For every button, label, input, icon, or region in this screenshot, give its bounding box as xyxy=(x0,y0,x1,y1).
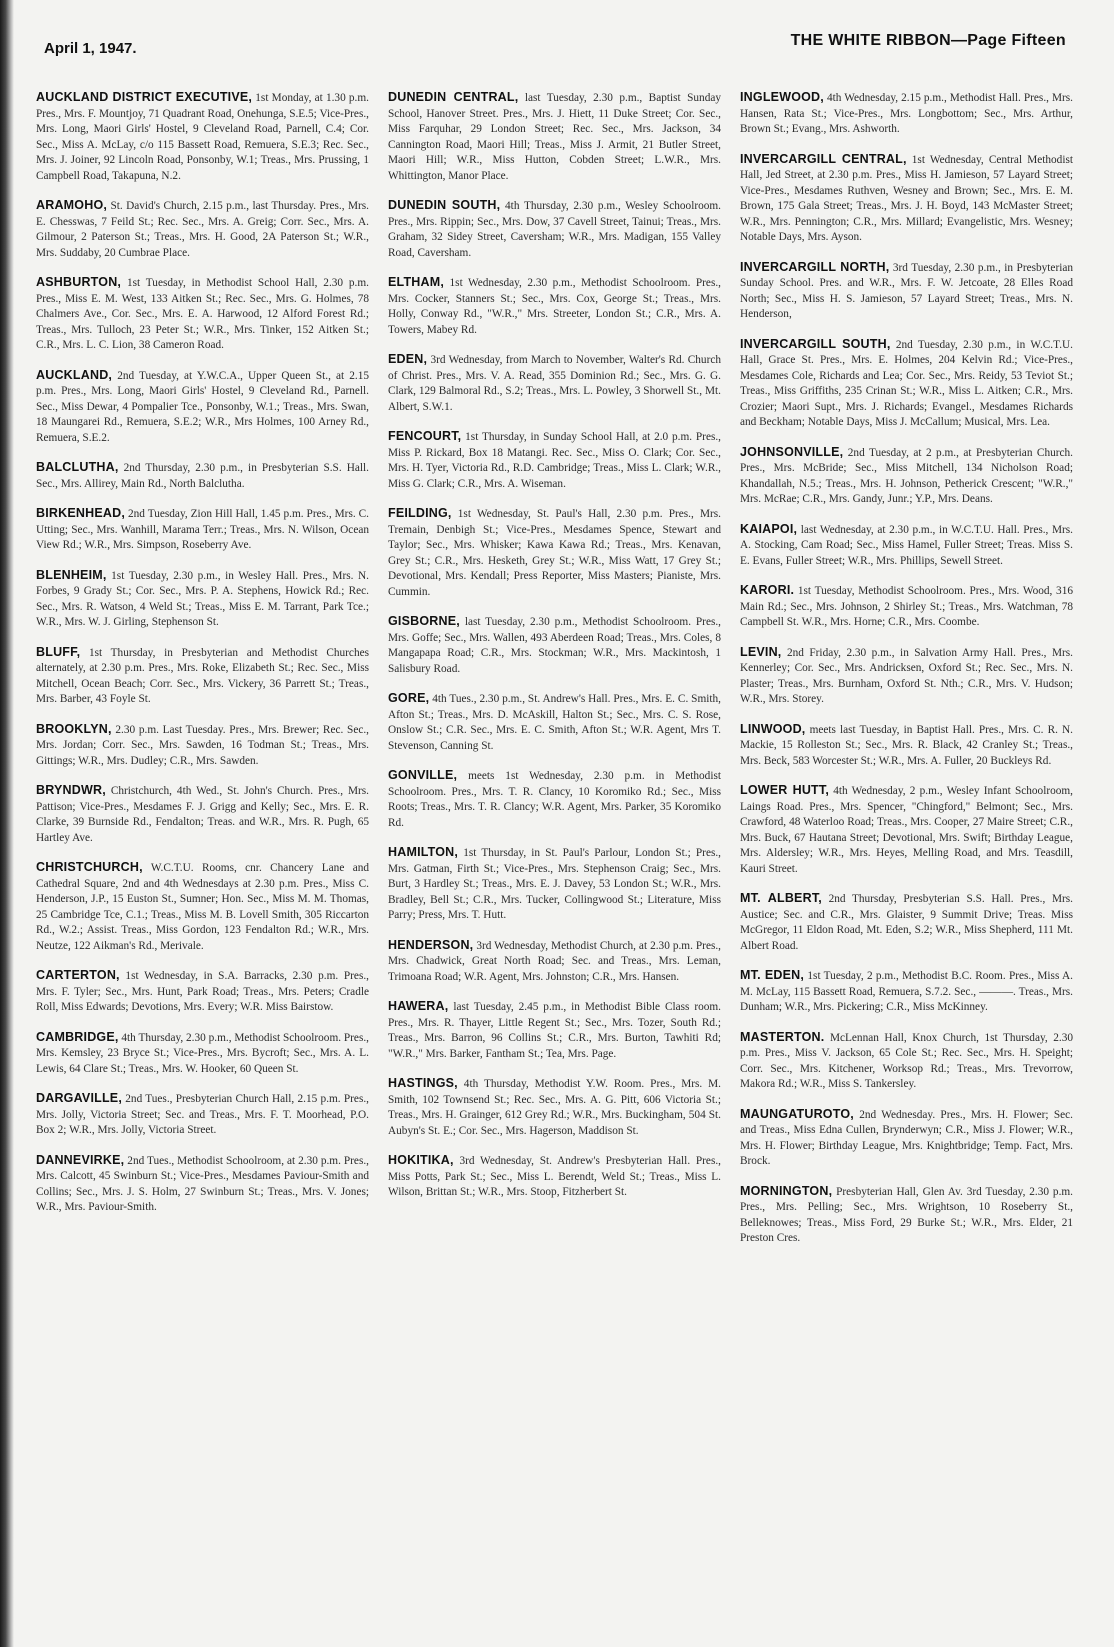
branch-name: FENCOURT, xyxy=(388,429,462,443)
branch-name: KARORI. xyxy=(740,583,795,597)
branch-entry xyxy=(36,860,369,954)
branch-details: 1st Thursday, in Presbyterian and Methodist Churches alternately, at 2.30 p.m. Pres., Mrs. Roke, Elizabeth St.; Rec. Sec., Miss Mitchell, Ocean Beach; Corr. Sec., Mrs. Vickery, 36 Parrett St.; Treas., Mrs. Barber, 43 Foyle St. xyxy=(36,646,370,705)
branch-details: 1st Wednesday, in S.A. Barracks, 2.30 p.m. Pres., Mrs. F. Tyler; Sec., Mrs. Hunt, Park Road; Treas., Mrs. Peters; Cradle Roll, Miss Edwards; Devotions, Mrs. Every; W.R. Miss Bairstow. xyxy=(36,970,369,1013)
branch-entry xyxy=(36,1030,369,1078)
branch-name: AUCKLAND, xyxy=(36,367,113,382)
branch-entry xyxy=(36,368,369,447)
branch-details: 4th Thursday, 2.30 p.m., Wesley Schoolroom. Pres., Mrs. Rippin; Sec., Mrs. Dow, 37 Cavell Street, Tainui; Treas., Mrs. Graham, 32 Sidey Street, Caversham; W.R., Mrs. Madigan, 155 Valley Road, Caversham. xyxy=(388,200,721,259)
column-3 xyxy=(740,90,1073,1261)
branch-details: W.C.T.U. Rooms, cnr. Chancery Lane and Cathedral Square, 2nd and 4th Wednesdays at 2.30 p.m. Pres., Miss C. Henderson, J.P., 15 Euston St., Sumner; Hon. Sec., Miss M. M. Thomas, 25 Cambridge Tce, C.1.; Treas., Miss M. B. Lovell Smith, 305 Riccarton Rd., W.2.; Assist. Treas., Miss Gordon, 123 Fendalton Rd.; W.R., Mrs. Neutze, 122 Aikman's Rd., Merivale. xyxy=(36,862,370,952)
branch-name: KAIAPOI, xyxy=(740,521,798,536)
branch-name: LEVIN, xyxy=(740,644,782,659)
branch-entry xyxy=(36,722,369,770)
branch-entry xyxy=(36,198,369,261)
branch-entry xyxy=(740,522,1073,570)
branch-details: 2nd Tuesday, Zion Hill Hall, 1.45 p.m. Pres., Mrs. C. Utting; Sec., Mrs. Wanhill, Marama Terr.; Treas., Mrs. N. Wilson, Ocean View Rd.; W.R., Mrs. Simpson, Roseberry Ave. xyxy=(36,508,370,551)
branch-name: INGLEWOOD, xyxy=(740,90,824,104)
branch-details: 2nd Tuesday, 2.30 p.m., in W.C.T.U. Hall, Grace St. Pres., Mrs. E. Holmes, 204 Kelvin Rd.; Vice-Pres., Mesdames Cole, Richards and Lea; Cor. Sec., Mrs. Reidy, 53 Teviot St.; Treas., Miss Griffiths, 235 Crinan St.; W.R., Miss L. Aitken; C.R., Mrs. Crozier; Maori Supt., Mrs. J. Richards; Evangel., Mesdames Richards and Beckham; Notable Days, Miss J. McCallum; Musical, Mrs. Lea. xyxy=(740,338,1074,428)
branch-name: FEILDING, xyxy=(388,506,452,520)
branch-entry xyxy=(36,460,369,492)
branch-name: BALCLUTHA, xyxy=(36,460,119,474)
branch-details: 1st Wednesday, 2.30 p.m., Methodist Schoolroom. Pres., Mrs. Cocker, Stanners St.; Sec., Mrs. Cox, George St.; Treas., Mrs. Holly, Conway Rd., "W.R.," Mrs. Streeter, London St.; C.R., Mrs. A. Towers, Mabey Rd. xyxy=(388,277,721,336)
branch-details: 2nd Wednesday. Pres., Mrs. H. Flower; Sec. and Treas., Miss Edna Cullen, Brynderwyn; C.R., Miss J. Flower; W.R., Mrs. H. Flower; Birthday League, Mrs. Knightbridge; Temp. Fact, Mrs. Brock. xyxy=(740,1108,1073,1167)
branch-entry xyxy=(36,968,369,1016)
branch-name: INVERCARGILL SOUTH, xyxy=(740,336,891,351)
branch-name: ARAMOHO, xyxy=(36,198,108,212)
branch-entry xyxy=(388,352,721,415)
branch-details: 4th Wednesday, 2.15 p.m., Methodist Hall. Pres., Mrs. Hansen, Rata St.; Vice-Pres., Mrs. Longbottom; Sec., Mrs. Arthur, Brown St.; Evang., Mrs. Ashworth. xyxy=(740,92,1074,135)
branch-name: JOHNSONVILLE, xyxy=(740,444,844,459)
branch-name: GORE, xyxy=(388,691,430,705)
branch-details: 1st Wednesday, Central Methodist Hall, Jed Street, at 2.30 p.m. Pres., Miss H. Jamieson, 57 Layard Street; Vice-Pres., Mesdames Ruthven, Wesney and Brown; Sec., Mrs. E. M. Brown, 175 Gala Street; Treas., Mrs. J. H. Boyd, 143 McMaster Street; W.R., Mrs. Pennington; C.R., Mrs. Millard; Evangelistic, Mrs. Wesney; Notable Days, Mrs. Ayson. xyxy=(740,153,1074,243)
branch-name: HAMILTON, xyxy=(388,845,459,859)
branch-details: 1st Tuesday, in Methodist School Hall, 2.30 p.m. Pres., Miss E. M. West, 133 Aitken St.; Rec. Sec., Mrs. G. Holmes, 78 Chalmers Ave., Cor. Sec., Mrs. E. A. Harwood, 12 Alford Forest Rd.; Treas., Mrs. Tulloch, 23 Peter St.; W.R., Mrs. Tinker, 152 Aitken St.; C.R., Mrs. L. C. Lion, 38 Cameron Road. xyxy=(36,277,369,351)
branch-details: 1st Tuesday, 2 p.m., Methodist B.C. Room. Pres., Miss A. M. McLay, 115 Bassett Road, Remuera, S.7.2. Sec., ———. Treas., Mrs. Dunham; W.R., Mrs. Pickering; C.R., Miss McKinney. xyxy=(740,970,1073,1013)
branch-name: MAUNGATUROTO, xyxy=(740,1106,854,1121)
branch-name: BLUFF, xyxy=(36,644,81,659)
branch-details: 2nd Friday, 2.30 p.m., in Salvation Army Hall. Pres., Mrs. Kennerley; Cor. Sec., Mrs. Andricksen, Oxford St.; Rec. Sec., Mrs. N. Plaster; Treas., Mrs. Burnham, Oxford St. Nth.; C.R., Mrs. V. Hudson; W.R., Mrs. Storey. xyxy=(740,646,1073,705)
branch-name: MASTERTON. xyxy=(740,1029,825,1044)
branch-name: CHRISTCHURCH, xyxy=(36,860,143,874)
branch-entry xyxy=(740,152,1073,246)
running-title: THE WHITE RIBBON—Page Fifteen xyxy=(790,32,1066,49)
branch-details: 2nd Tues., Methodist Schoolroom, at 2.30 p.m. Pres., Mrs. Calcott, 45 Swinburn St.; Vice-Pres., Mesdames Paviour-Smith and Collins; Sec., Mrs. J. S. Holm, 27 Swinburn St.; Treas., Mrs. V. Jones; W.R., Mrs. Paviour-Smith. xyxy=(36,1154,369,1213)
branch-name: ASHBURTON, xyxy=(36,275,122,289)
branch-entry xyxy=(740,1107,1073,1170)
branch-entry xyxy=(740,783,1073,877)
branch-entry xyxy=(388,429,721,492)
branch-entry xyxy=(740,968,1073,1016)
branch-name: BLENHEIM, xyxy=(36,567,107,582)
branch-name: HENDERSON, xyxy=(388,937,474,952)
branch-details: Christchurch, 4th Wed., St. John's Church. Pres., Mrs. Pattison; Vice-Pres., Mesdames F. J. Grigg and Kelly; Sec., Mrs. E. R. Clarke, 39 Burnside Rd., Fendalton; Treas. and W.R., Mrs. R. Pugh, 65 Hartley Ave. xyxy=(36,785,370,844)
branch-details: 2nd Tues., Presbyterian Church Hall, 2.15 p.m. Pres., Mrs. Jolly, Victoria Street; Sec. and Treas., Mrs. F. T. Moorhead, P.O. Box 2; W.R., Mrs. Jolly, Victoria Street. xyxy=(36,1093,369,1136)
column-2 xyxy=(388,90,721,1215)
branch-details: 4th Tues., 2.30 p.m., St. Andrew's Hall. Pres., Mrs. E. C. Smith, Afton St.; Treas., Mrs. D. McAskill, Halton St.; Sec., Mrs. C. S. Rose, Onslow St.; C.R. Sec., Mrs. E. C. Smith, Afton St.; W.R. Agent, Mrs T. Stevenson, Canning St. xyxy=(388,693,721,752)
branch-details: 4th Thursday, 2.30 p.m., Methodist Schoolroom. Pres., Mrs. Kemsley, 23 Bryce St.; Vice-Pres., Mrs. Bycroft; Sec., Mrs. A. L. Lewis, 64 Clare St.; Treas., Mrs. W. Hooker, 60 Queen St. xyxy=(36,1031,369,1075)
branch-details: 4th Wednesday, 2 p.m., Wesley Infant Schoolroom, Laings Road. Pres., Mrs. Spencer, "Chingford," Belmont; Sec., Mrs. Crawford, 48 Waterloo Road; Treas., Mrs. Cooper, 27 Maire Street; C.R., Mrs. Buck, 67 Hautana Street; Devotional, Mrs. Swift; Birthday League, Mrs. Aldersley; W.R., Mrs. Heyes, Melling Road, and Mrs. Teasdill, Kauri Street. xyxy=(740,785,1074,875)
branch-entry xyxy=(740,722,1073,770)
branch-entry xyxy=(36,568,369,631)
branch-entry xyxy=(388,938,721,986)
branch-entry xyxy=(388,768,721,831)
branch-details: last Tuesday, 2.45 p.m., in Methodist Bible Class room. Pres., Mrs. R. Thayer, Little Regent St.; Sec., Mrs. Tozer, South Rd.; Treas., Mrs. Barron, 96 Collins St.; C.R., Mrs. Burton, Tawhiti Rd; "W.R.," Mrs. Barker, Fantham St.; Tea, Mrs. Page. xyxy=(388,1001,722,1060)
branch-details: McLennan Hall, Knox Church, 1st Thursday, 2.30 p.m. Pres., Miss V. Jackson, 65 Cole St.; Rec. Sec., Mrs. H. Speight; Corr. Sec., Mrs. Kitchener, Worksop Rd.; Treas., Mrs. Trevorrow, Makora Rd.; W.R., Miss S. Tankersley. xyxy=(740,1031,1074,1090)
branch-name: GONVILLE, xyxy=(388,768,458,782)
branch-details: last Tuesday, 2.30 p.m., Methodist Schoolroom. Pres., Mrs. Goffe; Sec., Mrs. Wallen, 493 Aberdeen Road; Treas., Mrs. Coles, 8 Mangapapa Road; C.R., Mrs. Stockman; W.R., Mrs. Mackintosh, 1 Salisbury Road. xyxy=(388,616,722,675)
branch-name: INVERCARGILL CENTRAL, xyxy=(740,151,907,166)
branch-name: DANNEVIRKE, xyxy=(36,1152,125,1167)
branch-entry xyxy=(388,614,721,677)
branch-entry xyxy=(388,999,721,1062)
branch-entry xyxy=(36,1091,369,1139)
branch-name: DUNEDIN CENTRAL, xyxy=(388,90,519,104)
branch-entry xyxy=(36,506,369,554)
branch-entry xyxy=(388,275,721,338)
branch-name: CAMBRIDGE, xyxy=(36,1029,119,1044)
branch-entry xyxy=(740,1184,1073,1247)
branch-entry xyxy=(388,1076,721,1139)
branch-name: MT. ALBERT, xyxy=(740,891,822,905)
branch-name: MT. EDEN, xyxy=(740,968,805,982)
binding-shadow xyxy=(0,0,14,1647)
branch-name: GISBORNE, xyxy=(388,614,460,628)
branch-entry xyxy=(388,198,721,261)
branch-name: ELTHAM, xyxy=(388,275,445,289)
branch-entry xyxy=(740,583,1073,631)
branch-details: 2.30 p.m. Last Tuesday. Pres., Mrs. Brewer; Rec. Sec., Mrs. Jordan; Corr. Sec., Mrs. Sawden, 16 Todman St.; Treas., Mrs. Gittings; W.R., Mrs. Dudley; C.R., Mrs. Sawden. xyxy=(36,723,369,767)
branch-details: 2nd Thursday, 2.30 p.m., in Presbyterian S.S. Hall. Sec., Mrs. Allirey, Main Rd., North Balclutha. xyxy=(36,462,369,490)
branch-name: HOKITIKA, xyxy=(388,1153,454,1167)
branch-details: 1st Wednesday, St. Paul's Hall, 2.30 p.m. Pres., Mrs. Tremain, Denbigh St.; Vice-Pres., Mesdames Spence, Stewart and Taylor; Sec., Mrs. Whisker; Kawa Kawa Rd.; Treas., Mrs. Kenavan, Grey St.; C.R., Mrs. Hesketh, Grey St.; W.R., Miss Watt, 17 Grey St.; Devotional, Mrs. Kendall; Press Reporter, Miss Masters; Pianiste, Mrs. Cummin. xyxy=(388,508,721,598)
branch-name: INVERCARGILL NORTH, xyxy=(740,259,890,274)
branch-details: 1st Tuesday, Methodist Schoolroom. Pres., Mrs. Wood, 316 Main Rd.; Sec., Mrs. Johnson, 2 Shirley St.; Treas., Mrs. Watchman, 78 Campbell St. W.R., Mrs. Horne; C.R., Mrs. Coombe. xyxy=(740,585,1073,628)
branch-details: 3rd Wednesday, Methodist Church, at 2.30 p.m. Pres., Mrs. Chadwick, Great North Road; Sec. and Treas., Mrs. Leman, Trimoana Road; W.R. Agent, Mrs. Johnston; C.R., Mrs. Hansen. xyxy=(388,939,722,983)
branch-entry xyxy=(388,691,721,754)
branch-details: 2nd Tuesday, at Y.W.C.A., Upper Queen St., at 2.15 p.m. Pres., Mrs. Long, Maori Girls' Hostel, 9 Cleveland Rd., Parnell. Sec., Miss Dewar, 4 Pompalier Tce., Ponsonby, W.1.; Treas., Mrs. Swan, 18 Maungarei Rd., Remuera, S.E.2; W.R., Mrs Holmes, 100 Arney Rd., Remuera, S.E.2. xyxy=(36,369,369,444)
branch-name: BRYNDWR, xyxy=(36,783,106,797)
branch-details: 3rd Tuesday, 2.30 p.m., in Presbyterian Sunday School. Pres. and W.R., Mrs. F. W. Jetcoate, 28 Elles Road North; Sec., Miss H. S. Jamieson, 57 Layard Street; Treas., Mrs. N. Henderson, xyxy=(740,261,1074,320)
branch-entry xyxy=(36,783,369,846)
branch-name: MORNINGTON, xyxy=(740,1183,833,1198)
branch-name: HAWERA, xyxy=(388,999,449,1013)
branch-details: 1st Tuesday, 2.30 p.m., in Wesley Hall. Pres., Mrs. N. Forbes, 9 Grady St.; Cor. Sec., Mrs. P. A. Stephens, Howick Rd.; Rec. Sec., Mrs. R. Watson, 4 Weld St.; Treas., Miss E. M. Tarrant, Park Tce.; W.R., Mrs. W. J. Girling, Stephenson St. xyxy=(36,569,369,628)
branch-entry xyxy=(388,1153,721,1201)
branch-entry xyxy=(36,1153,369,1216)
branch-entry xyxy=(388,90,721,184)
branch-details: last Tuesday, 2.30 p.m., Baptist Sunday School, Hanover Street. Pres., Mrs. J. Hiett, 11 Duke Street; Cor. Sec., Miss Farquhar, 29 London Street; Rec. Sec., Mrs. Jackson, 34 Cannington Road, Maori Hill; Treas., Miss J. Armit, 21 Butler Street, Maori Hill; W.R., Miss Hutton, Cobden Street; L.W.R., Mrs. Whittington, Manor Place. xyxy=(388,92,722,182)
branch-details: 1st Thursday, in Sunday School Hall, at 2.0 p.m. Pres., Miss P. Rickard, Box 18 Matangi. Rec. Sec., Miss O. Clark; Cor. Sec., Mrs. H. Tyer, Victoria Rd., R.D. Cambridge; Treas., Miss L. Clark; W.R., Miss G. Clark; C.R., Mrs. A. Wiseman. xyxy=(388,431,722,490)
branch-name: EDEN, xyxy=(388,352,428,366)
branch-entry xyxy=(388,506,721,600)
branch-name: AUCKLAND DISTRICT EXECUTIVE, xyxy=(36,90,253,104)
branch-entry xyxy=(36,645,369,708)
branch-details: 4th Thursday, Methodist Y.W. Room. Pres., Mrs. M. Smith, 102 Townsend St.; Rec. Sec., Mrs. A. G. Pitt, 606 Victoria St.; Treas., Mrs. H. Grainger, 612 Grey Rd.; W.R., Mrs. Buckingham, 504 St. Aubyn's St. E.; Cor. Sec., Mrs. Hagerson, Maddison St. xyxy=(388,1078,721,1137)
branch-details: 3rd Wednesday, St. Andrew's Presbyterian Hall. Pres., Miss Potts, Park St.; Sec., Miss L. Berendt, Weld St.; Treas., Miss L. Wilson, Brittan St.; W.R., Mrs. Stoop, Fitzherbert St. xyxy=(388,1155,721,1198)
branch-details: last Wednesday, at 2.30 p.m., in W.C.T.U. Hall. Pres., Mrs. A. Stocking, Cam Road; Sec., Miss Hamel, Fuller Street; Treas. Miss S. E. Evans, Fuller Street; W.R., Mrs. Phillips, Sewell Street. xyxy=(740,523,1074,567)
branch-name: CARTERTON, xyxy=(36,968,120,982)
branch-entry xyxy=(740,891,1073,954)
branch-name: DUNEDIN SOUTH, xyxy=(388,198,501,212)
branch-entry xyxy=(740,645,1073,708)
page-header xyxy=(44,30,1066,58)
branch-entry xyxy=(388,845,721,924)
branch-name: BROOKLYN, xyxy=(36,721,112,736)
branch-entry xyxy=(740,337,1073,431)
branch-details: meets 1st Wednesday, 2.30 p.m. in Methodist Schoolroom. Pres., Mrs. T. R. Clancy, 10 Koromiko Rd.; Sec., Miss Roots; Treas., Mrs. T. R. Clancy; W.R. Agent, Mrs. Parker, 35 Koromiko Rd. xyxy=(388,770,721,829)
branch-details: 2nd Thursday, Presbyterian S.S. Hall. Pres., Mrs. Austice; Sec. and C.R., Mrs. Glaister, 9 Summit Drive; Treas. Miss McGregor, 11 Eldon Road, Mt. Eden, S.2; W.R., Miss Shepherd, 111 Mt. Albert Road. xyxy=(740,893,1073,952)
branch-details: Presbyterian Hall, Glen Av. 3rd Tuesday, 2.30 p.m. Pres., Mrs. Pelling; Sec., Mrs. Wrightson, 10 Roseberry St., Belleknowes; Treas., Miss Ford, 29 Burke St.; W.R., Mrs. Elder, 21 Preston Cres. xyxy=(740,1185,1074,1244)
branch-details: St. David's Church, 2.15 p.m., last Thursday. Pres., Mrs. E. Chesswas, 7 Feild St.; Rec. Sec., Mrs. A. Greig; Corr. Sec., Mrs. A. Gilmour, 2 Paterson St.; Treas., Mrs. H. Good, 2A Paterson St.; W.R., Mrs. Suddaby, 20 Cumbrae Place. xyxy=(36,200,370,259)
branch-name: HASTINGS, xyxy=(388,1076,458,1090)
branch-entry xyxy=(740,445,1073,508)
branch-name: DARGAVILLE, xyxy=(36,1091,122,1105)
branch-name: LOWER HUTT, xyxy=(740,783,830,797)
branch-entry xyxy=(36,90,369,184)
branch-details: 1st Monday, at 1.30 p.m. Pres., Mrs. F. Mountjoy, 71 Quadrant Road, Onehunga, S.E.5; Vice-Pres., Mrs. Long, Maori Girls' Hostel, 9 Cleveland Road, Parnell, C.4; Cor. Sec., Miss A. McLay, c/o 115 Bassett Road, Remuera, S.E.3; Rec. Sec., Mrs. J. Joiner, 92 Lincoln Road, Ponsonby, W.1; Treas., Mrs. Prussing, 1 Campbell Road, Takapuna, N.2. xyxy=(36,92,369,182)
branch-name: LINWOOD, xyxy=(740,721,806,736)
issue-date: April 1, 1947. xyxy=(44,40,137,57)
branch-details: meets last Tuesday, in Baptist Hall. Pres., Mrs. C. R. N. Mackie, 15 Rolleston St.; Sec., Mrs. R. Black, 42 Cranley St.; Treas., Mrs. Beck, 583 Worcester St.; W.R., Mrs. A. Fuller, 20 Buckleys Rd. xyxy=(740,723,1073,767)
branch-entry xyxy=(36,275,369,354)
branch-entry xyxy=(740,260,1073,323)
branch-name: BIRKENHEAD, xyxy=(36,506,126,520)
column-1 xyxy=(36,90,369,1230)
branch-details: 1st Thursday, in St. Paul's Parlour, London St.; Pres., Mrs. Gatman, Firth St.; Vice-Pres., Mrs. Stephenson Craig; Sec., Mrs. Burt, 3 Hardley St.; Treas., Mrs. E. J. Davey, 53 London St.; W.R., Mrs. Bradley, Bell St.; C.R., Mrs. Tucker, Collingwood St.; Literature, Miss Parry; Press, Mrs. T. Hutt. xyxy=(388,847,721,921)
branch-details: 2nd Tuesday, at 2 p.m., at Presbyterian Church. Pres., Mrs. McBride; Sec., Miss Mitchell, 134 Nicholson Road; Khandallah, N.5.; Treas., Mrs. H. Johnson, Petherick Crescent; "W.R.," Mrs. McRae; C.R., Mrs. Gandy, Junr.; Y.P., Mrs. Deans. xyxy=(740,446,1073,505)
branch-details: 3rd Wednesday, from March to November, Walter's Rd. Church of Christ. Pres., Mrs. V. A. Read, 355 Dominion Rd.; Sec., Mrs. G. G. Clark, 129 Balmoral Rd., S.2; Treas., Mrs. L. Powley, 3 Shorwell St., Mt. Albert, S.W.1. xyxy=(388,354,721,413)
branch-entry xyxy=(740,1030,1073,1093)
branch-entry xyxy=(740,90,1073,138)
